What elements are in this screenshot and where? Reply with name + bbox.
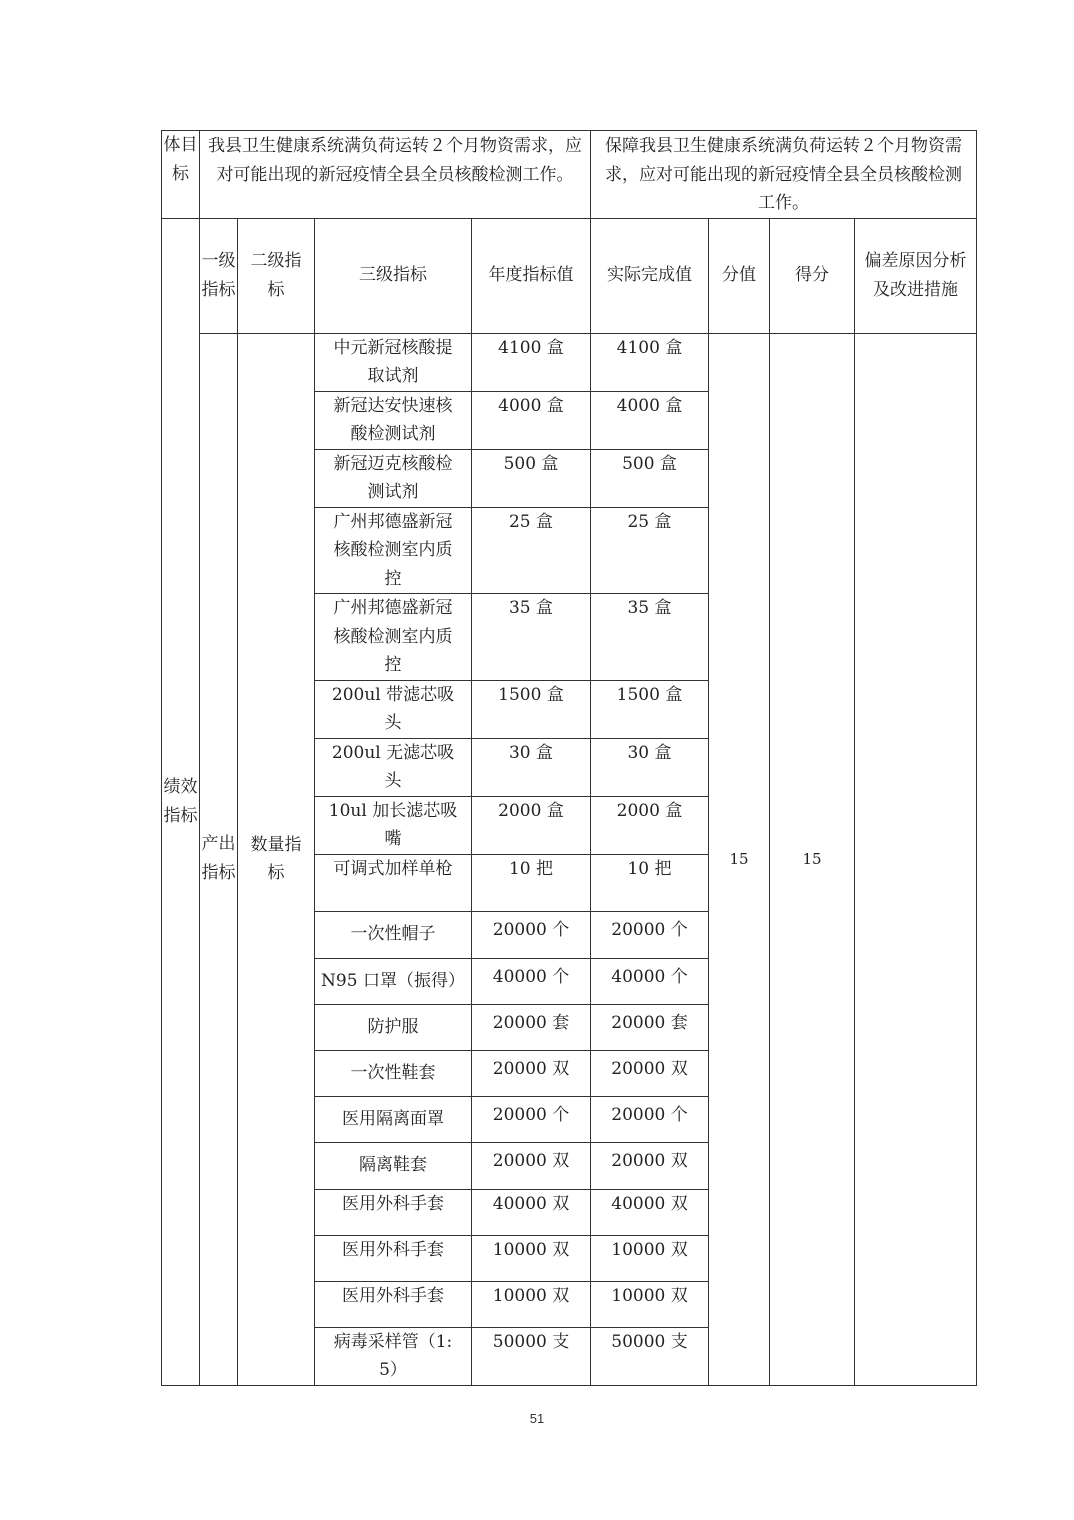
header-target: 年度指标值 <box>472 218 591 333</box>
target-value: 1500 盒 <box>472 680 591 738</box>
header-score: 得分 <box>770 218 855 333</box>
actual-value: 20000 双 <box>591 1142 709 1189</box>
performance-table <box>161 130 977 1386</box>
header-score-weight: 分值 <box>709 218 770 333</box>
indicator-name: 新冠达安快速核酸检测试剂 <box>315 391 472 449</box>
indicator-name: 医用外科手套 <box>315 1189 472 1235</box>
indicator-name: N95 口罩（振得） <box>315 958 472 1004</box>
indicator-name: 病毒采样管（1:5） <box>315 1327 472 1385</box>
target-value: 40000 个 <box>472 958 591 1004</box>
target-value: 20000 双 <box>472 1050 591 1096</box>
header-deviation: 偏差原因分析及改进措施 <box>855 218 977 333</box>
indicator-name: 隔离鞋套 <box>315 1142 472 1189</box>
target-value: 25 盒 <box>472 507 591 594</box>
actual-result-text: 保障我县卫生健康系统满负荷运转２个月物资需求，应对可能出现的新冠疫情全县全员核酸检测工作。 <box>591 131 977 219</box>
target-value: 10 把 <box>472 854 591 911</box>
actual-value: 1500 盒 <box>591 680 709 738</box>
actual-value: 50000 支 <box>591 1327 709 1385</box>
indicator-name: 中元新冠核酸提取试剂 <box>315 333 472 391</box>
annual-goal-text: 我县卫生健康系统满负荷运转２个月物资需求，应对可能出现的新冠疫情全县全员核酸检测工作。 <box>200 131 591 219</box>
indicator-name: 一次性帽子 <box>315 911 472 958</box>
target-value: 50000 支 <box>472 1327 591 1385</box>
indicator-name: 医用隔离面罩 <box>315 1096 472 1142</box>
page-number: 51 <box>529 1411 545 1426</box>
header-row <box>162 218 977 333</box>
actual-value: 10 把 <box>591 854 709 911</box>
target-value: 4000 盒 <box>472 391 591 449</box>
target-value: 2000 盒 <box>472 796 591 854</box>
target-value: 10000 双 <box>472 1281 591 1327</box>
actual-value: 30 盒 <box>591 738 709 796</box>
indicator-name: 新冠迈克核酸检测试剂 <box>315 449 472 507</box>
section-label: 绩效指标 <box>162 218 200 1385</box>
target-value: 500 盒 <box>472 449 591 507</box>
table-row <box>162 333 977 391</box>
actual-value: 20000 套 <box>591 1004 709 1050</box>
actual-value: 35 盒 <box>591 594 709 681</box>
indicator-name: 一次性鞋套 <box>315 1050 472 1096</box>
goal-label: 体目标 <box>162 131 200 219</box>
target-value: 30 盒 <box>472 738 591 796</box>
indicator-name: 防护服 <box>315 1004 472 1050</box>
target-value: 20000 个 <box>472 911 591 958</box>
indicator-name: 可调式加样单枪 <box>315 854 472 911</box>
indicator-name: 医用外科手套 <box>315 1235 472 1281</box>
actual-value: 40000 双 <box>591 1189 709 1235</box>
header-level3: 三级指标 <box>315 218 472 333</box>
target-value: 20000 套 <box>472 1004 591 1050</box>
actual-value: 4000 盒 <box>591 391 709 449</box>
actual-value: 4100 盒 <box>591 333 709 391</box>
actual-value: 20000 双 <box>591 1050 709 1096</box>
actual-value: 500 盒 <box>591 449 709 507</box>
level2-label: 数量指标 <box>238 333 315 1385</box>
level1-label: 产出指标 <box>200 333 238 1385</box>
indicator-name: 医用外科手套 <box>315 1281 472 1327</box>
indicator-name: 200ul 带滤芯吸头 <box>315 680 472 738</box>
target-value: 40000 双 <box>472 1189 591 1235</box>
indicator-name: 广州邦德盛新冠核酸检测室内质控 <box>315 507 472 594</box>
target-value: 4100 盒 <box>472 333 591 391</box>
actual-value: 10000 双 <box>591 1235 709 1281</box>
goal-row <box>162 131 977 219</box>
target-value: 20000 双 <box>472 1142 591 1189</box>
header-actual: 实际完成值 <box>591 218 709 333</box>
score-value: 15 <box>770 333 855 1385</box>
actual-value: 20000 个 <box>591 1096 709 1142</box>
score-weight-value: 15 <box>709 333 770 1385</box>
actual-value: 25 盒 <box>591 507 709 594</box>
actual-value: 20000 个 <box>591 911 709 958</box>
header-level2: 二级指标 <box>238 218 315 333</box>
header-level1: 一级指标 <box>200 218 238 333</box>
target-value: 20000 个 <box>472 1096 591 1142</box>
indicator-name: 200ul 无滤芯吸头 <box>315 738 472 796</box>
indicator-name: 广州邦德盛新冠核酸检测室内质控 <box>315 594 472 681</box>
target-value: 10000 双 <box>472 1235 591 1281</box>
deviation-value <box>855 333 977 1385</box>
indicator-name: 10ul 加长滤芯吸嘴 <box>315 796 472 854</box>
actual-value: 40000 个 <box>591 958 709 1004</box>
actual-value: 2000 盒 <box>591 796 709 854</box>
actual-value: 10000 双 <box>591 1281 709 1327</box>
target-value: 35 盒 <box>472 594 591 681</box>
